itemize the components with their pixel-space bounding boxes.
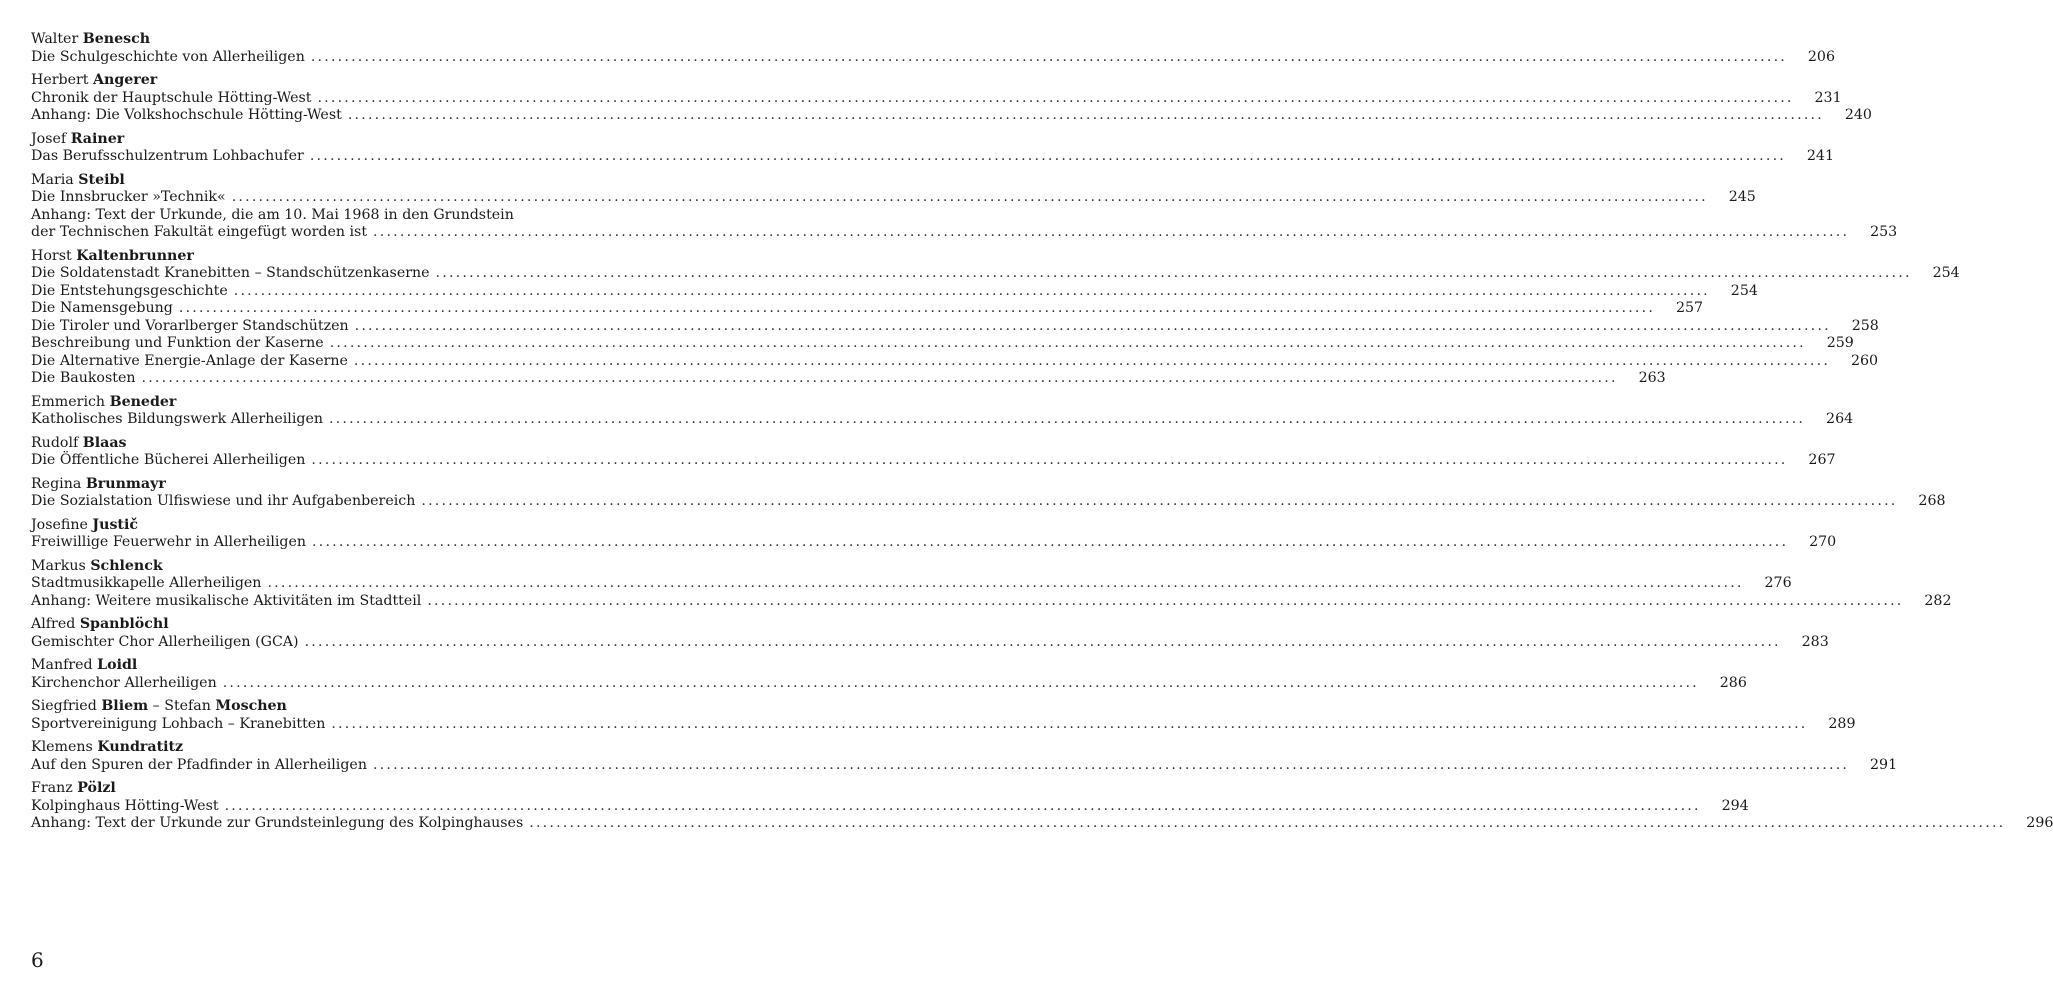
toc-entry: [31, 352, 1879, 371]
toc-entry-page: 259: [1826, 335, 1854, 351]
dot-leader: ............................................................................................................................................................................................................................: [427, 592, 1904, 609]
toc-author-group: [31, 780, 2053, 833]
author-last-name: Blaas: [82, 434, 127, 451]
toc-entry-title: Freiwillige Feuerwehr in Allerheiligen: [31, 534, 307, 550]
dot-leader: ............................................................................................................................................................................................................................: [373, 224, 1850, 240]
dot-leader: ............................................................................................................................................................................................................................: [311, 452, 1788, 468]
toc-entry: [31, 48, 1835, 67]
author-line: [31, 248, 849, 266]
author-first-name: Herbert: [31, 72, 89, 88]
toc-entry-title: Die Sozialstation Ulfiswiese und ihr Aufgabenbereich: [31, 493, 416, 509]
toc-entry-title: Auf den Spuren der Pfadfinder in Allerheiligen: [31, 756, 367, 773]
toc-entry-title: Die Entstehungsgeschichte: [31, 282, 228, 299]
author-line: [31, 172, 849, 190]
toc-entry: [31, 148, 1834, 166]
toc-entry: [31, 493, 1946, 511]
toc-entry: [31, 224, 1898, 242]
author-first-name: Klemens: [31, 739, 93, 755]
toc-entry-page: 276: [1764, 575, 1792, 591]
toc-entry-title: Die Innsbrucker »Technik«: [31, 189, 226, 205]
toc-author-group: [31, 130, 1834, 166]
toc-entry-title: Katholisches Bildungswerk Allerheiligen: [31, 411, 323, 427]
toc-entry-title: der Technischen Fakultät eingefügt worden ist: [31, 224, 368, 240]
toc-entry-title: Die Alternative Energie-Anlage der Kaserne: [31, 352, 348, 369]
author-first-name: Walter: [31, 31, 79, 47]
author-last-name: Steibl: [78, 171, 125, 188]
author-line: [31, 394, 849, 412]
author-first-name: Maria: [31, 171, 74, 188]
dot-leader: ............................................................................................................................................................................................................................: [317, 89, 1794, 106]
toc-entry-page: 289: [1828, 715, 1856, 732]
toc-entry-title: Kolpinghaus Hötting-West: [31, 797, 219, 814]
toc-entry-title: Die Soldatenstadt Kranebitten – Standschützenkaserne: [31, 265, 430, 281]
dot-leader: ............................................................................................................................................................................................................................: [328, 411, 1806, 427]
toc-author-group: [31, 698, 1856, 733]
toc-entry: [31, 189, 1756, 207]
author-last-name: Kundratitz: [97, 739, 184, 755]
toc-entry-page: 254: [1730, 282, 1758, 299]
toc-entry: [31, 633, 1829, 652]
author-line: [31, 517, 849, 535]
toc-entry-page: 260: [1850, 352, 1879, 369]
author-first-name: Regina: [31, 475, 82, 492]
toc-author-group: [31, 739, 1898, 774]
author-last-name: Pölzl: [77, 780, 116, 796]
dot-leader: ............................................................................................................................................................................................................................: [310, 48, 1787, 65]
toc-entry-page: 268: [1918, 493, 1946, 509]
author-first-name: Emmerich: [31, 393, 106, 410]
author-last-name: Moschen: [215, 698, 287, 714]
toc-entry-page: 240: [1844, 107, 1872, 123]
dot-leader: ............................................................................................................................................................................................................................: [233, 282, 1710, 299]
author-last-name: Loidl: [97, 657, 138, 673]
toc-entry-page: 283: [1801, 633, 1829, 650]
author-line: [31, 131, 849, 149]
toc-author-group: [31, 171, 1898, 242]
toc-entry-title: Beschreibung und Funktion der Kaserne: [31, 335, 324, 351]
dot-leader: ............................................................................................................................................................................................................................: [309, 148, 1786, 164]
author-last-name: Angerer: [93, 72, 158, 88]
toc-entry-title: Gemischter Chor Allerheiligen (GCA): [31, 633, 299, 650]
toc-entry-page: 263: [1638, 370, 1666, 386]
toc-entry-page: 282: [1924, 592, 1952, 609]
toc-entry: [31, 282, 1758, 301]
author-first-name: Franz: [31, 780, 73, 796]
toc-entry: [31, 756, 1898, 775]
toc-entry-title: Das Berufsschulzentrum Lohbachufer: [31, 148, 304, 164]
dot-leader: ............................................................................................................................................................................................................................: [304, 633, 1781, 650]
author-line: [31, 657, 849, 675]
dot-leader: ............................................................................................................................................................................................................................: [347, 107, 1824, 123]
author-line: [31, 616, 849, 634]
toc-author-group: [31, 657, 1747, 692]
toc-entry: [31, 575, 1792, 593]
toc-entry-page: 241: [1806, 148, 1834, 164]
author-line: [31, 558, 849, 576]
dot-leader: ............................................................................................................................................................................................................................: [231, 189, 1708, 205]
toc-entry-title: Die Namensgebung: [31, 300, 173, 316]
toc-entry-title: Chronik der Hauptschule Hötting-West: [31, 89, 312, 106]
toc-entry-page: 206: [1807, 48, 1835, 65]
author-line: [31, 72, 849, 90]
toc-entry-page: 296: [2026, 815, 2053, 831]
toc-entry-page: 270: [1809, 534, 1837, 550]
author-line: [31, 698, 849, 716]
toc-author-group: [31, 72, 1872, 125]
toc-entry-title: Die Baukosten: [31, 370, 136, 386]
dot-leader: ............................................................................................................................................................................................................................: [354, 317, 1831, 334]
toc-author-group: [31, 475, 1946, 511]
author-last-name: Justič: [92, 516, 139, 533]
toc-entry: [31, 265, 1960, 283]
toc-entry: [31, 300, 1704, 318]
toc-entry-page: 286: [1719, 674, 1747, 691]
toc-entry-page: 291: [1870, 756, 1898, 773]
toc-entry: [31, 317, 1879, 336]
author-first-name: Horst: [31, 247, 72, 264]
dot-leader: ............................................................................................................................................................................................................................: [435, 265, 1912, 281]
author-last-name: Schlenck: [90, 557, 163, 574]
author-first-name: Rudolf: [31, 434, 79, 451]
author-line: [31, 780, 849, 798]
dot-leader: ............................................................................................................................................................................................................................: [224, 797, 1701, 814]
toc-entry-title: Die Öffentliche Bücherei Allerheiligen: [31, 452, 306, 468]
dot-leader: ............................................................................................................................................................................................................................: [329, 335, 1806, 351]
author-last-name: Brunmayr: [85, 475, 166, 492]
page-number: 6: [31, 948, 44, 972]
toc-author-group: [31, 434, 1836, 470]
toc-author-group: [31, 516, 1837, 552]
author-last-name: Beneder: [109, 393, 177, 410]
dot-leader: ............................................................................................................................................................................................................................: [529, 815, 2006, 831]
author-first-name: Manfred: [31, 657, 93, 673]
toc-entry: [31, 674, 1747, 693]
toc-entry: [31, 452, 1836, 470]
author-last-name: Spanblöchl: [79, 616, 169, 632]
dot-leader: ............................................................................................................................................................................................................................: [267, 575, 1744, 591]
toc-entry-page: 253: [1870, 224, 1898, 240]
toc-entry-page: 245: [1728, 189, 1756, 205]
author-first-name: Alfred: [31, 616, 76, 632]
toc-entry-title: Stadtmusikkapelle Allerheiligen: [31, 575, 262, 591]
toc-entry-page: 231: [1814, 89, 1842, 106]
toc-entry: [31, 335, 1854, 353]
toc-entry: [31, 797, 1749, 816]
toc-entry: [31, 592, 1952, 611]
toc-entry-title: Anhang: Die Volkshochschule Hötting-West: [31, 107, 342, 123]
toc-entry-page: 254: [1932, 265, 1960, 281]
toc-entry-title-line: Anhang: Text der Urkunde, die am 10. Mai 1968 in den Grundstein: [31, 206, 514, 223]
author-last-name: Benesch: [82, 31, 151, 47]
toc-entry: [31, 89, 1842, 108]
author-last-name: Kaltenbrunner: [76, 247, 194, 264]
dot-leader: ............................................................................................................................................................................................................................: [353, 352, 1831, 369]
dot-leader: ............................................................................................................................................................................................................................: [331, 715, 1808, 732]
toc-entry: [31, 107, 1872, 125]
dot-leader: ............................................................................................................................................................................................................................: [421, 493, 1898, 509]
toc-entry-page: 257: [1675, 300, 1704, 316]
toc-author-group: [31, 393, 1854, 429]
toc-entry: [31, 815, 2053, 833]
dot-leader: ............................................................................................................................................................................................................................: [222, 674, 1699, 691]
author-line: [31, 739, 849, 757]
toc-entry-page: 264: [1826, 411, 1854, 427]
toc-entry: [31, 534, 1837, 552]
author-line: [31, 476, 849, 494]
dot-leader: ............................................................................................................................................................................................................................: [372, 756, 1850, 773]
author-first-name: Josefine: [31, 516, 88, 533]
table-of-contents: [31, 31, 2053, 839]
toc-entry-title: Die Schulgeschichte von Allerheiligen: [31, 48, 305, 65]
toc-author-group: [31, 247, 1960, 388]
toc-entry: [31, 411, 1854, 429]
author-last-name: Rainer: [70, 130, 125, 147]
dot-leader: ............................................................................................................................................................................................................................: [178, 300, 1656, 316]
toc-entry-title: Anhang: Text der Urkunde zur Grundsteinlegung des Kolpinghauses: [31, 815, 524, 831]
toc-author-group: [31, 557, 1952, 611]
dot-leader: ............................................................................................................................................................................................................................: [141, 370, 1618, 386]
dot-leader: ............................................................................................................................................................................................................................: [312, 534, 1789, 550]
author-last-name: Bliem: [101, 698, 149, 714]
toc-entry-page: 267: [1808, 452, 1836, 468]
author-first-name: Josef: [31, 130, 67, 147]
author-first-name: Markus: [31, 557, 86, 574]
toc-entry-page: 258: [1851, 317, 1879, 334]
toc-entry-title: Die Tiroler und Vorarlberger Standschützen: [31, 317, 349, 334]
toc-author-group: [31, 31, 1835, 66]
author-line: [31, 31, 849, 49]
author-first-name: Siegfried: [31, 698, 97, 714]
toc-entry-page: 294: [1721, 797, 1749, 814]
toc-author-group: [31, 616, 1829, 651]
author-separator: – Stefan: [148, 698, 216, 714]
toc-entry-title: Sportvereinigung Lohbach – Kranebitten: [31, 715, 326, 732]
toc-entry: [31, 370, 1666, 388]
toc-entry: [31, 715, 1856, 734]
toc-entry-title: Kirchenchor Allerheiligen: [31, 674, 217, 691]
toc-entry-title: Anhang: Weitere musikalische Aktivitäten im Stadtteil: [31, 592, 422, 609]
author-line: [31, 435, 849, 453]
